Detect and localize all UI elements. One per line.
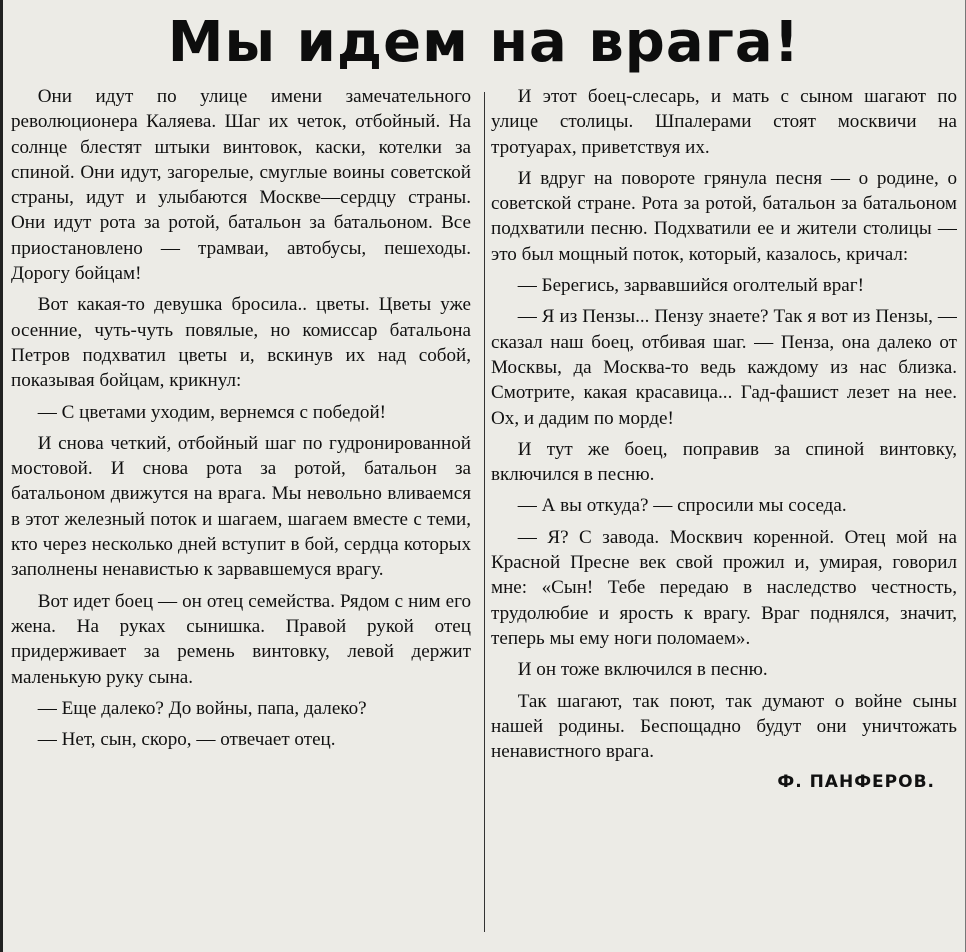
paragraph: — Я? С завода. Москвич коренной. Отец мой на Красной Пресне век свой прожил и, умирая, говорил мне: «Сын! Тебе передаю в наследство честность, трудолюбие и ярость к врагу. Враг поднялся, значит, теперь мы ему ноги поломаем». <box>491 526 957 649</box>
paragraph: Так шагают, так поют, так думают о войне сыны нашей родины. Беспощадно будут они уничтожать ненавистного врага. <box>491 690 957 763</box>
paragraph: И тут же боец, поправив за спиной винтовку, включился в песню. <box>491 438 957 486</box>
paragraph: — Нет, сын, скоро, — отвечает отец. <box>37 729 336 751</box>
paragraph: — Еще далеко? До войны, папа, далеко? <box>37 697 367 719</box>
paragraph: Они идут по улице имени замечательного революционера Каляева. Шаг их четок, отбойный. На солнце блестят штыки винтовок, каски, котелки за спиной. Они идут, загорелые, смуглые воины советской страны, идут и улыбаются Москве—сердцу страны. Они идут рота за ротой, батальон за батальоном. Все приостановлено — трамваи, автобусы, пешеходы. Дорогу бойцам! <box>11 86 471 285</box>
paragraph: И он тоже включился в песню. <box>517 659 768 681</box>
headline: Мы идем на врага! <box>167 10 801 75</box>
paragraph: — С цветами уходим, вернемся с победой! <box>37 401 387 423</box>
paragraph: И этот боец-слесарь, и мать с сыном шагают по улице столицы. Шпалерами стоят москвичи на тротуарах, приветствуя их. <box>491 86 957 158</box>
author-signature: Ф. ПАНФЕРОВ. <box>777 772 935 793</box>
paragraph: — Берегись, зарвавшийся оголтелый враг! <box>517 275 864 297</box>
article-column-right <box>491 84 957 934</box>
paragraph: Вот какая-то девушка бросила.. цветы. Цветы уже осенние, чуть-чуть повялые, но комиссар батальона Петров подхватил цветы и, вскинув их над собой, показывая бойцам, крикнул: <box>11 294 471 392</box>
column-divider <box>484 92 485 932</box>
paragraph: — А вы откуда? — спросили мы соседа. <box>517 495 847 517</box>
paragraph: Вот идет боец — он отец семейства. Рядом с ним его жена. На руках сынишка. Правой рукой отец придерживает за ремень винтовку, левой держит маленькую руку сына. <box>11 590 471 688</box>
paragraph: — Я из Пензы... Пензу знаете? Так я вот из Пензы, — сказал наш боец, отбивая шаг. — Пенза, она далеко от Москвы, да Москва-то ведь каждому из нас близка. Смотрите, какая красавица... Гад-фашист лезет на нее. Ох, и дадим по морде! <box>491 306 957 429</box>
paragraph: И вдруг на повороте грянула песня — о родине, о советской стране. Рота за ротой, батальон за батальоном подхватили песню. Подхватили ее и жители столицы — это был мощный поток, который, казалось, кричал: <box>491 167 957 265</box>
paragraph: И снова четкий, отбойный шаг по гудронированной мостовой. И снова рота за ротой, батальон за батальоном движутся на врага. Мы невольно вливаемся в этот железный поток и шагаем, шагаем вместе с теми, кто через несколько дней вступит в бой, сердца которых заполнены ненавистью к зарвавшемуся врагу. <box>11 432 471 581</box>
article-column-left <box>11 84 477 934</box>
